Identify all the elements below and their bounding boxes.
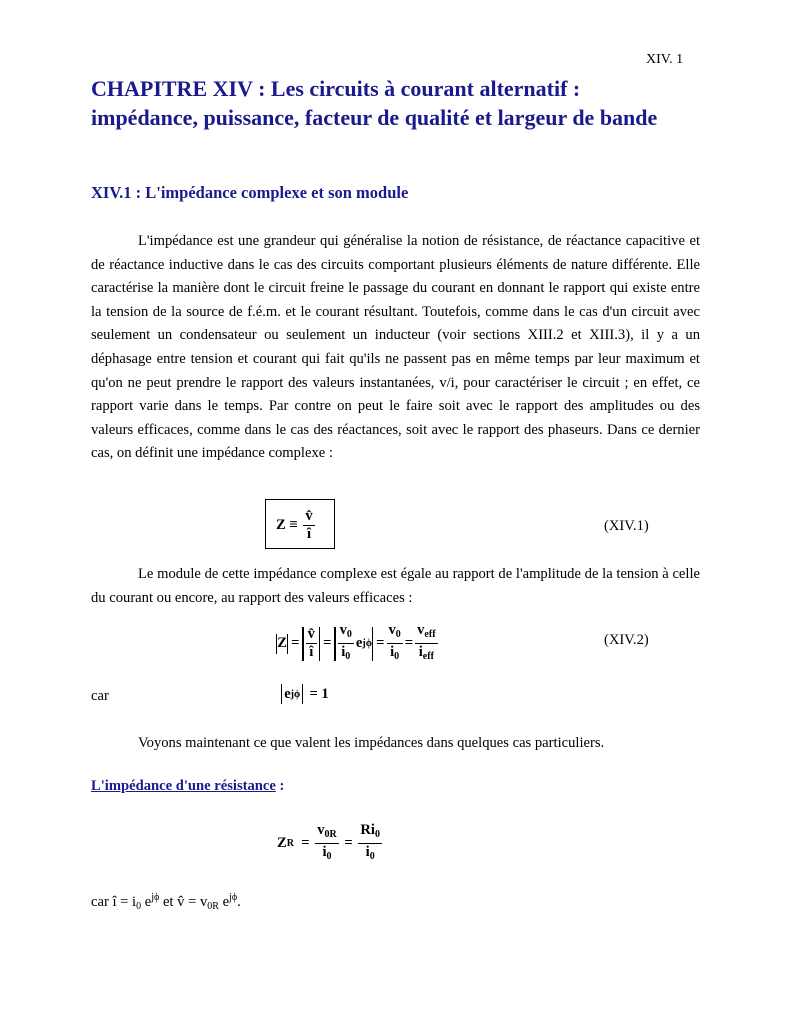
subsection-heading-resistance: L'impédance d'une résistance : xyxy=(91,778,285,794)
equation-label-xiv1: (XIV.1) xyxy=(604,518,649,534)
equation-zr: Z R = $\frac{v_{0R}}{i_0}$ = $\frac{Ri_0}{i_0}$ xyxy=(277,822,380,862)
equation-xiv1: Z ≡ $\frac{v̂}{î}$ xyxy=(276,508,313,542)
chapter-title-line-1: CHAPITRE XIV : Les circuits à courant alternatif : xyxy=(91,76,581,101)
paragraph-impedance-intro: L'impédance est une grandeur qui généralise la notion de résistance, de réactance capacitive et de réactance inductive dans le cas des circuits comportant plusieurs éléments de nature différente. Elle caractérise la manière dont le circuit freine le passage du courant en donnant le rapport qui existe entre la tension de la source de f.é.m. et le courant résultant. Toutefois, comme dans le cas d'un circuit avec seulement un condensateur ou seulement un inducteur (voir sections XIII.2 et XIII.3), il y a un déphasage entre tension et courant qui fait qu'ils ne passent pas en même temps par leur maximum et qu'on ne peut prendre le rapport des valeurs instantanées, v/i, pour caractériser le circuit ; en effet, ce rapport varie dans le temps. Par contre on peut le faire soit avec le rapport des amplitudes ou des valeurs efficaces, comme dans le cas des réactances, soit avec le rapport des phaseurs. Dans ce dernier cas, on définit une impédance complexe : xyxy=(91,233,700,462)
equation-box-xiv1 xyxy=(265,499,335,549)
equation-label-xiv2: (XIV.2) xyxy=(604,632,649,648)
page-number: XIV. 1 xyxy=(646,52,684,67)
section-heading: XIV.1 : L'impédance complexe et son module xyxy=(91,183,409,202)
paragraph-module: Le module de cette impédance complexe est égale au rapport de l'amplitude de la tension à celle du courant ou encore, au rapport des valeurs efficaces : xyxy=(91,566,700,606)
car-phasor-definition: car î = $i_0$ $e^{j\phi}$ et v̂ = $v_{0R}$ $e^{j\phi}$. xyxy=(91,892,241,912)
car-label: car xyxy=(91,688,109,704)
paragraph-voyons: Voyons maintenant ce que valent les impédances dans quelques cas particuliers. xyxy=(138,735,605,751)
chapter-title xyxy=(91,74,731,132)
equation-ejphi-unit: e jϕ = 1 xyxy=(281,684,329,704)
chapter-title-line-2: impédance, puissance, facteur de qualité et largeur de bande xyxy=(91,105,658,130)
equation-xiv2: Z = $\frac{v̂}{î}$ = $\frac{v_0}{i_0}$ e jϕ = $\frac{v_0}{i_0}$ = $\frac{v_{eff}}{i_{eff}}$ xyxy=(277,622,436,662)
